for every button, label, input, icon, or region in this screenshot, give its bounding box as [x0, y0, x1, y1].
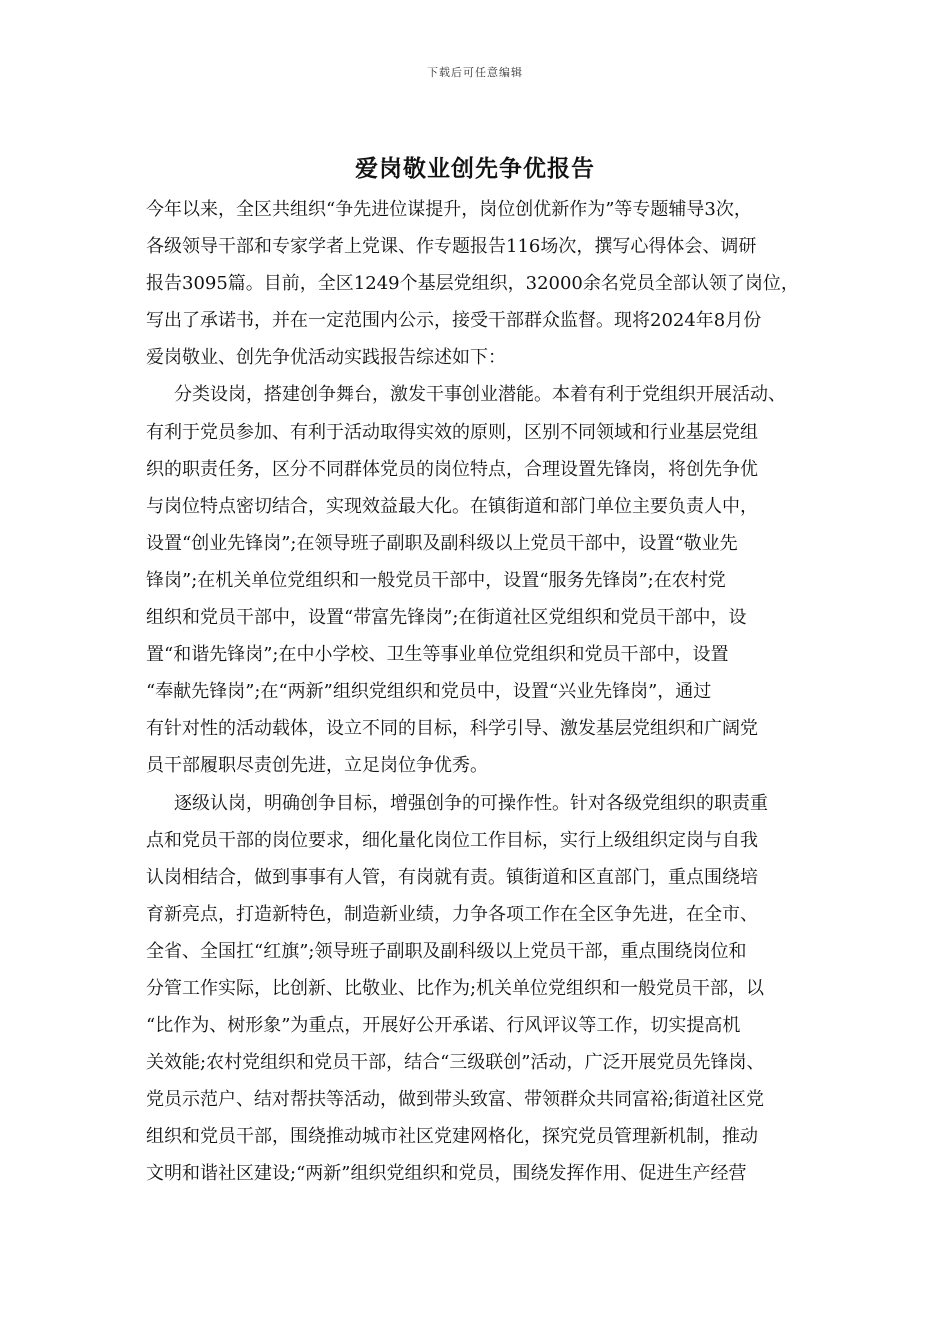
body-line: 写出了承诺书，并在一定范围内公示，接受干部群众监督。现将2024年8月份 — [146, 310, 762, 332]
body-line: 关效能;农村党组织和党员干部，结合“三级联创”活动，广泛开展党员先锋岗、 — [146, 1052, 765, 1074]
body-line: 置“和谐先锋岗”;在中小学校、卫生等事业单位党组织和党员干部中，设置 — [146, 644, 729, 666]
body-line: 文明和谐社区建设;“两新”组织党组织和党员，围绕发挥作用、促进生产经营 — [146, 1163, 747, 1185]
document-body — [146, 191, 816, 1193]
body-line: 设置“创业先锋岗”;在领导班子副职及副科级以上党员干部中，设置“敬业先 — [146, 532, 738, 554]
body-line: 育新亮点，打造新特色，制造新业绩，力争各项工作在全区争先进，在全市、 — [146, 903, 758, 925]
body-line: 组织和党员干部，围绕推动城市社区党建网格化，探究党员管理新机制，推动 — [146, 1126, 758, 1148]
document-title: 爱岗敬业创先争优报告 — [355, 155, 595, 182]
body-line: 认岗相结合，做到事事有人管，有岗就有责。镇街道和区直部门，重点围绕培 — [146, 866, 758, 888]
body-line: 与岗位特点密切结合，实现效益最大化。在镇街道和部门单位主要负责人中， — [146, 495, 758, 517]
body-line: “比作为、树形象”为重点，开展好公开承诺、行风评议等工作，切实提高机 — [146, 1015, 741, 1037]
body-line: 分类设岗，搭建创争舞台，激发干事创业潜能。本着有利于党组织开展活动、 — [174, 384, 786, 406]
body-line: 各级领导干部和专家学者上党课、作专题报告116场次，撰写心得体会、调研 — [146, 236, 757, 258]
body-line: 党员示范户、结对帮扶等活动，做到带头致富、带领群众共同富裕;街道社区党 — [146, 1089, 765, 1111]
body-line: 锋岗”;在机关单位党组织和一般党员干部中，设置“服务先锋岗”;在农村党 — [146, 569, 726, 591]
body-line: “奉献先锋岗”;在“两新”组织党组织和党员中，设置“兴业先锋岗”，通过 — [146, 681, 712, 703]
body-line: 分管工作实际，比创新、比敬业、比作为;机关单位党组织和一般党员干部，以 — [146, 977, 765, 999]
body-line: 报告3095篇。目前，全区1249个基层党组织，32000余名党员全部认领了岗位， — [146, 273, 799, 295]
body-line: 有针对性的活动载体，设立不同的目标，科学引导、激发基层党组织和广阔党 — [146, 718, 758, 740]
body-line: 逐级认岗，明确创争目标，增强创争的可操作性。针对各级党组织的职责重 — [174, 792, 768, 814]
body-line: 组织和党员干部中，设置“带富先锋岗”;在街道社区党组织和党员干部中，设 — [146, 607, 747, 629]
page-header-note: 下载后可任意编辑 — [427, 66, 523, 79]
body-line: 织的职责任务，区分不同群体党员的岗位特点，合理设置先锋岗，将创先争优 — [146, 458, 758, 480]
body-line: 员干部履职尽责创先进，立足岗位争优秀。 — [146, 755, 488, 777]
body-line: 今年以来，全区共组织“争先进位谋提升，岗位创优新作为”等专题辅导3次， — [146, 199, 752, 220]
body-line: 全省、全国扛“红旗”;领导班子副职及副科级以上党员干部，重点围绕岗位和 — [146, 940, 747, 962]
body-line: 爱岗敬业、创先争优活动实践报告综述如下： — [146, 347, 506, 369]
body-line: 点和党员干部的岗位要求，细化量化岗位工作目标，实行上级组织定岗与自我 — [146, 829, 758, 851]
body-line: 有利于党员参加、有利于活动取得实效的原则，区别不同领域和行业基层党组 — [146, 421, 758, 443]
